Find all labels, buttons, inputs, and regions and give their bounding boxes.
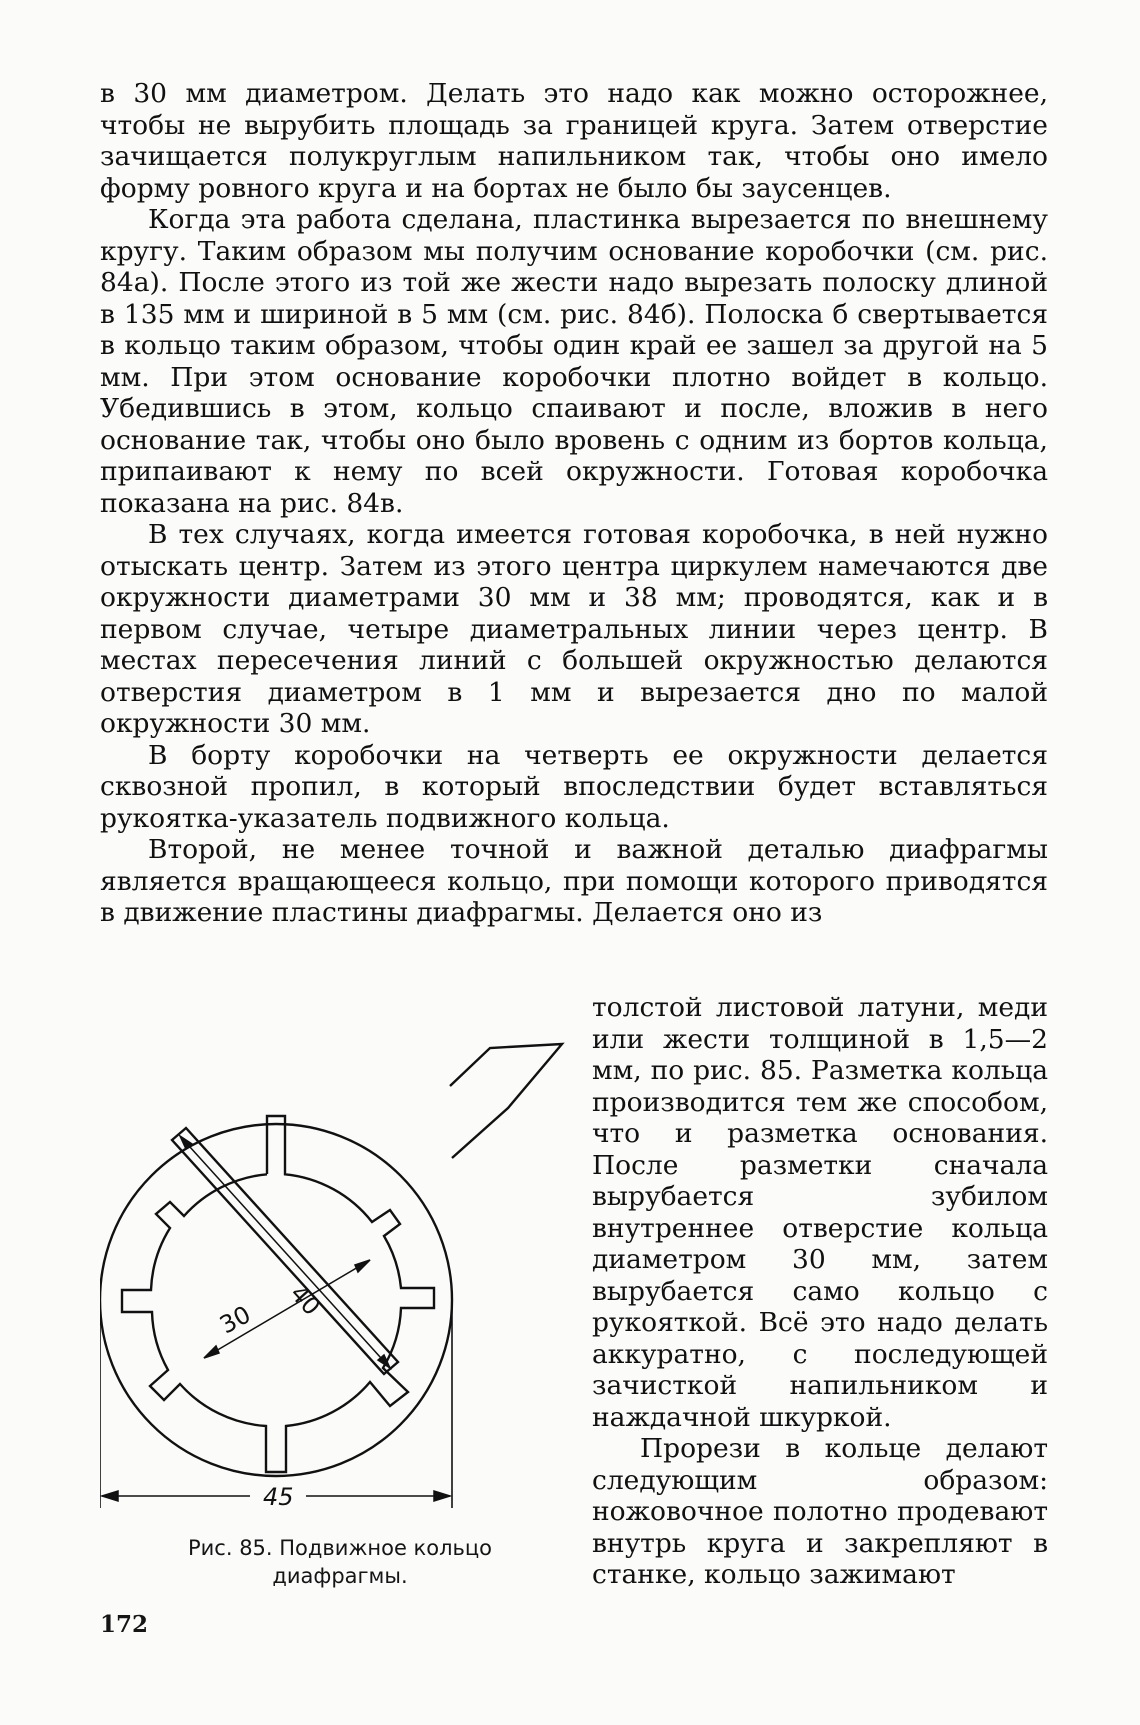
paragraph-2: Когда эта работа сделана, пластинка вырезается по внешнему кругу. Таким образом мы получим основание коробочки (см. рис. 84а). После этого из той же жести надо вырезать полоску длиной в 135 мм и шириной в 5 мм (см. рис. 84б). Полоска б свертывается в кольцо таким образом, чтобы один край ее зашел за другой на 5 мм. При этом основание коробочки плотно войдет в кольцо. Убедившись в этом, кольцо спаивают и после, вложив в него основание так, чтобы оно было вровень с одним из бортов кольца, припаивают к нему по всей окружности. Готовая коробочка показана на рис. 84в. [100, 204, 1048, 519]
paragraph-3: В тех случаях, когда имеется готовая коробочка, в ней нужно отыскать центр. Затем из этого центра циркулем намечаются две окружности диаметрами 30 мм и 38 мм; проводятся, как и в первом случае, четыре диаметральных линии через центр. В местах пересечения линий с большей окружностью делаются отверстия диаметром в 1 мм и вырезается дно по малой окружности 30 мм. [100, 519, 1048, 739]
paragraph-1: в 30 мм диаметром. Делать это надо как можно осторожнее, чтобы не вырубить площадь за границей круга. Затем отверстие зачищается полукруглым напильником так, чтобы оно имело форму ровного круга и на бортах не было бы заусенцев. [100, 78, 1048, 204]
paragraph-7: Прорези в кольце делают следующим образом: ножовочное полотно продевают внутрь круга и закрепляют в станке, кольцо зажимают [592, 1433, 1048, 1590]
dim-label-30: 30 [215, 1300, 256, 1340]
ring-outer-circle [100, 1124, 452, 1476]
arrow-30-b [355, 1260, 370, 1272]
figure-caption [110, 1534, 570, 1590]
page-number: 172 [100, 1611, 149, 1638]
right-column-text [592, 992, 1048, 1591]
paragraph-6: толстой листовой латуни, меди или жести толщиной в 1,5—2 мм, по рис. 85. Разметка кольца производится тем же способом, что и разметка основания. После разметки сначала вырубается зубилом внутреннее отверстие кольца диаметром 30 мм, затем вырубается само кольцо с рукояткой. Всё это надо делать аккуратно, с последующей зачисткой напильником и наждачной шкуркой. [592, 992, 1048, 1433]
paragraph-4: В борту коробочки на четверть ее окружности делается сквозной пропил, в который впоследствии будет вставляться рукоятка-указатель подвижного кольца. [100, 739, 1048, 834]
ring-handle [450, 1044, 562, 1158]
paragraph-5: Второй, не менее точной и важной деталью диафрагмы является вращающееся кольцо, при помощи которого приводятся в движение пластины диафрагмы. Делается оно из [100, 834, 1048, 928]
arrow-30-a [204, 1346, 219, 1358]
figure-85-ring-diagram [100, 1028, 570, 1518]
dim-label-40: 40 [284, 1279, 326, 1321]
caption-line-1: Рис. 85. Подвижное кольцо [187, 1536, 493, 1560]
caption-line-2: диафрагмы. [272, 1564, 408, 1588]
arrow-45-a [102, 1491, 118, 1501]
dim-label-45: 45 [263, 1483, 294, 1511]
main-text-block [100, 78, 1048, 929]
arrow-45-b [434, 1491, 450, 1501]
ring-inner-contour-with-slots [122, 1116, 434, 1472]
